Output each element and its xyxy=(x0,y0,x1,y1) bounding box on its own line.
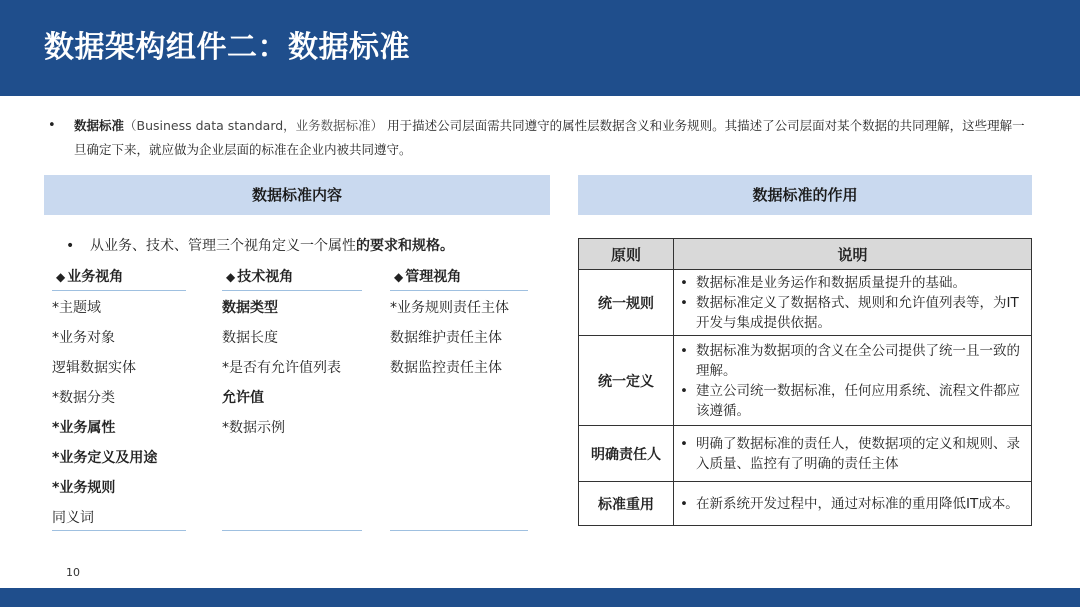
table-row xyxy=(579,270,1032,336)
content-intro-normal: 从业务、技术、管理三个视角定义一个属性 xyxy=(90,238,356,254)
principle-cell: 统一定义 xyxy=(579,336,674,426)
perspective-item: 同义词 xyxy=(52,510,94,526)
description-text: 在新系统开发过程中，通过对标准的重用降低IT成本。 xyxy=(696,495,1019,512)
description-cell xyxy=(674,482,1032,526)
content-intro xyxy=(90,236,454,256)
bullet-dot-icon: • xyxy=(680,342,688,359)
intro-bullet: • xyxy=(48,118,56,133)
perspective-item: *业务规则 xyxy=(52,480,116,496)
table-row xyxy=(579,482,1032,526)
description-text: 建立公司统一数据标准，任何应用系统、流程文件都应该遵循。 xyxy=(696,382,1020,419)
page-number: 10 xyxy=(66,566,80,579)
perspective-column xyxy=(390,266,528,383)
principle-cell: 统一规则 xyxy=(579,270,674,336)
bullet-dot-icon: • xyxy=(680,435,688,452)
standard-role-table xyxy=(578,238,1032,526)
description-cell xyxy=(674,270,1032,336)
perspective-header-label: 技术视角 xyxy=(237,269,294,285)
description-point xyxy=(680,494,1025,514)
intro-paren: （Business data standard，业务数据标准） xyxy=(124,118,384,133)
bullet-dot-icon: • xyxy=(680,294,688,311)
diamond-bullet-icon: ◆ xyxy=(226,270,236,284)
perspective-item: *数据示例 xyxy=(222,420,285,436)
perspective-item: *是否有允许值列表 xyxy=(222,360,341,376)
perspective-column xyxy=(52,266,186,533)
intro-text: 用于描述公司层面需共同遵守的属性层数据含义和业务规则。其描述了公司层面对某个数据的共同理解，这些理解一旦确定下来，就应做为企业层面的标准在企业内被共同遵守。 xyxy=(74,118,1025,157)
perspective-header xyxy=(222,266,362,291)
perspective-item: *业务对象 xyxy=(52,330,115,346)
role-panel-header: 数据标准的作用 xyxy=(578,175,1032,215)
table-header-row xyxy=(579,239,1032,270)
perspective-header xyxy=(390,266,528,291)
perspective-header-label: 管理视角 xyxy=(405,269,462,285)
table-row xyxy=(579,336,1032,426)
description-point xyxy=(680,381,1025,421)
perspective-item: *主题域 xyxy=(52,300,101,316)
table-header-description: 说明 xyxy=(674,239,1032,270)
description-text: 数据标准定义了数据格式、规则和允许值列表等，为IT开发与集成提供依据。 xyxy=(696,294,1019,331)
principle-cell: 明确责任人 xyxy=(579,426,674,482)
content-intro-bold: 的要求和规格。 xyxy=(356,238,454,254)
description-point xyxy=(680,341,1025,381)
table-row xyxy=(579,426,1032,482)
description-point xyxy=(680,273,1025,293)
description-point xyxy=(680,434,1025,474)
description-cell xyxy=(674,426,1032,482)
principle-cell: 标准重用 xyxy=(579,482,674,526)
perspective-item: 数据长度 xyxy=(222,330,278,346)
content-intro-bullet: • xyxy=(66,238,75,254)
description-text: 数据标准是业务运作和数据质量提升的基础。 xyxy=(696,274,966,291)
table-header-principle: 原则 xyxy=(579,239,674,270)
perspective-item: 逻辑数据实体 xyxy=(52,360,136,376)
description-text: 数据标准为数据项的含义在全公司提供了统一且一致的理解。 xyxy=(696,342,1020,379)
bullet-dot-icon: • xyxy=(680,495,688,512)
perspective-item: *业务规则责任主体 xyxy=(390,300,509,316)
description-text: 明确了数据标准的责任人，使数据项的定义和规则、录入质量、监控有了明确的责任主体 xyxy=(696,435,1020,472)
bullet-dot-icon: • xyxy=(680,274,688,291)
perspective-item: 数据类型 xyxy=(222,300,278,316)
perspective-header xyxy=(52,266,186,291)
perspective-column xyxy=(222,266,362,443)
perspective-item: 允许值 xyxy=(222,390,264,406)
description-point xyxy=(680,293,1025,333)
page-title: 数据架构组件二：数据标准 xyxy=(44,30,410,65)
diamond-bullet-icon: ◆ xyxy=(56,270,66,284)
diamond-bullet-icon: ◆ xyxy=(394,270,404,284)
bullet-dot-icon: • xyxy=(680,382,688,399)
content-panel-header: 数据标准内容 xyxy=(44,175,550,215)
perspective-item: *业务属性 xyxy=(52,420,116,436)
perspective-item: 数据维护责任主体 xyxy=(390,330,502,346)
description-cell xyxy=(674,336,1032,426)
intro-term: 数据标准 xyxy=(74,118,125,133)
perspective-item: *业务定义及用途 xyxy=(52,450,158,466)
column-divider xyxy=(222,530,362,531)
column-divider xyxy=(52,530,186,531)
perspective-item: *数据分类 xyxy=(52,390,115,406)
perspective-item: 数据监控责任主体 xyxy=(390,360,502,376)
column-divider xyxy=(390,530,528,531)
perspective-header-label: 业务视角 xyxy=(67,269,124,285)
intro-paragraph xyxy=(74,114,1034,162)
footer-bar xyxy=(0,588,1080,607)
